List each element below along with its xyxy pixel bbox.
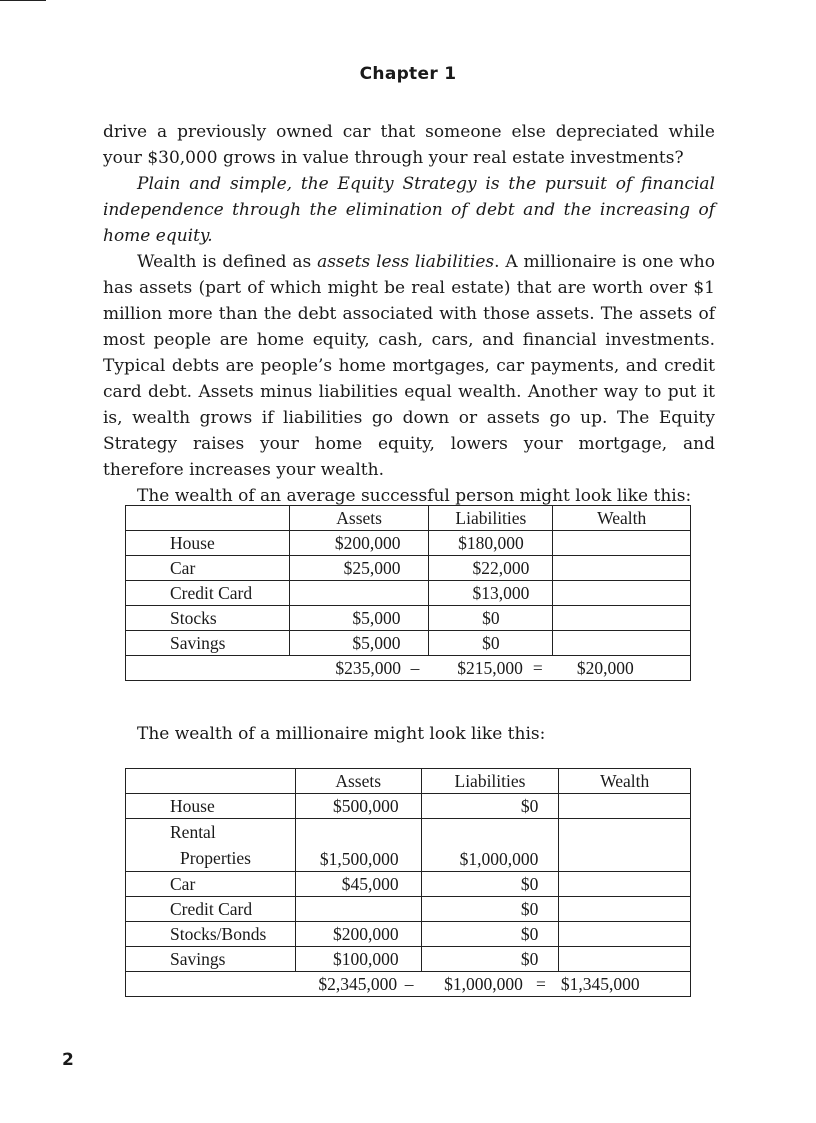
total-row (126, 656, 691, 681)
total-assets (289, 656, 429, 681)
row-label: Credit Card (126, 897, 296, 922)
paragraph-table1-intro: The wealth of an average successful person might look like this: (137, 486, 692, 506)
header-assets: Assets (289, 506, 429, 531)
wealth-text-b: . A millionaire is one who has assets (part of which might be real estate) that are worth over $1 million more than the debt associated with those assets. The assets of most people are home equity, cash, cars, and financial investments. Typical debts are people’s home mortgages, car payments, and credit card debt. Assets minus liabilities equal wealth. Another way to put it is, wealth grows if liabilities go down or assets go up. The Equity Strategy raises your home equity, lowers your mortgage, and therefore increases your wealth. (103, 252, 715, 480)
minus-sign: – (410, 658, 420, 678)
paragraph-equity-strategy (103, 171, 715, 249)
table-row (126, 897, 691, 922)
table-row (126, 606, 691, 631)
row-label: Savings (126, 947, 296, 972)
row-wealth (553, 556, 691, 581)
total-row (126, 972, 691, 997)
paragraph-continuation: drive a previously owned car that someone else depreciated while your $30,000 grows in value through your real estate investments? (103, 122, 715, 168)
table-header-row (126, 506, 691, 531)
row-assets: $200,000 (295, 922, 421, 947)
total-liabilities (421, 972, 559, 997)
row-liabilities: $1,000,000 (421, 819, 559, 872)
row-label: Savings (126, 631, 290, 656)
header-blank (126, 506, 290, 531)
total-assets-value: $2,345,000 (318, 974, 398, 994)
row-assets (295, 897, 421, 922)
total-assets-value: $235,000 (335, 658, 401, 678)
equity-strategy-definition: Plain and simple, the Equity Strategy is the pursuit of financial independence through the elimination of debt and the increasing of home equity. (103, 174, 715, 246)
row-label: Credit Card (126, 581, 290, 606)
header-liabilities: Liabilities (421, 769, 559, 794)
top-left-rule (0, 0, 46, 1)
average-person-wealth-table (125, 505, 691, 681)
paragraph-table2-intro: The wealth of a millionaire might look like this: (137, 724, 546, 744)
millionaire-wealth-table (125, 768, 691, 997)
row-assets: $5,000 (289, 606, 429, 631)
total-wealth: $1,345,000 (559, 972, 691, 997)
row-assets: $100,000 (295, 947, 421, 972)
row-liabilities: $0 (421, 947, 559, 972)
table-row (126, 631, 691, 656)
row-liabilities: $0 (429, 606, 553, 631)
row-liabilities: $180,000 (429, 531, 553, 556)
table-row (126, 531, 691, 556)
row-label: Stocks (126, 606, 290, 631)
total-assets (295, 972, 421, 997)
total-liabilities-value: $1,000,000 (444, 974, 523, 994)
row-assets: $25,000 (289, 556, 429, 581)
equals-sign: = (532, 658, 543, 678)
row-liabilities: $0 (421, 872, 559, 897)
row-liabilities: $0 (421, 897, 559, 922)
table-header-row (126, 769, 691, 794)
wealth-emphasis: assets less liabilities (317, 252, 495, 272)
row-label-line2: Properties (180, 848, 251, 868)
row-liabilities: $22,000 (429, 556, 553, 581)
row-liabilities: $0 (421, 794, 559, 819)
table-row (126, 794, 691, 819)
header-blank (126, 769, 296, 794)
row-wealth (559, 947, 691, 972)
row-wealth (553, 631, 691, 656)
row-assets: $45,000 (295, 872, 421, 897)
total-label (126, 656, 290, 681)
table-row (126, 556, 691, 581)
paragraph-wealth-definition (103, 249, 715, 483)
row-label (126, 819, 296, 872)
row-wealth (559, 794, 691, 819)
row-label: Car (126, 872, 296, 897)
row-assets: $1,500,000 (295, 819, 421, 872)
row-label: Car (126, 556, 290, 581)
chapter-heading: Chapter 1 (359, 64, 457, 84)
table-row (126, 872, 691, 897)
row-assets: $5,000 (289, 631, 429, 656)
table-row (126, 947, 691, 972)
minus-sign: – (404, 974, 414, 994)
table-row (126, 922, 691, 947)
wealth-text-a: Wealth is defined as (137, 252, 318, 272)
row-label: House (126, 794, 296, 819)
total-label (126, 972, 296, 997)
row-label-line1: Rental (170, 822, 216, 842)
table-row (126, 819, 691, 872)
row-wealth (553, 531, 691, 556)
body-text (103, 119, 715, 509)
row-wealth (553, 581, 691, 606)
row-wealth (559, 897, 691, 922)
row-liabilities: $0 (429, 631, 553, 656)
row-assets: $500,000 (295, 794, 421, 819)
row-wealth (559, 872, 691, 897)
row-liabilities: $0 (421, 922, 559, 947)
total-liabilities-value: $215,000 (457, 658, 523, 678)
total-liabilities (429, 656, 553, 681)
row-liabilities: $13,000 (429, 581, 553, 606)
header-wealth: Wealth (553, 506, 691, 531)
header-liabilities: Liabilities (429, 506, 553, 531)
row-assets (289, 581, 429, 606)
total-wealth: $20,000 (553, 656, 691, 681)
header-wealth: Wealth (559, 769, 691, 794)
equals-sign: = (535, 974, 546, 994)
row-wealth (559, 819, 691, 872)
page-number: 2 (62, 1050, 74, 1070)
header-assets: Assets (295, 769, 421, 794)
row-label: House (126, 531, 290, 556)
row-label: Stocks/Bonds (126, 922, 296, 947)
row-assets: $200,000 (289, 531, 429, 556)
table-row (126, 581, 691, 606)
row-wealth (553, 606, 691, 631)
row-wealth (559, 922, 691, 947)
